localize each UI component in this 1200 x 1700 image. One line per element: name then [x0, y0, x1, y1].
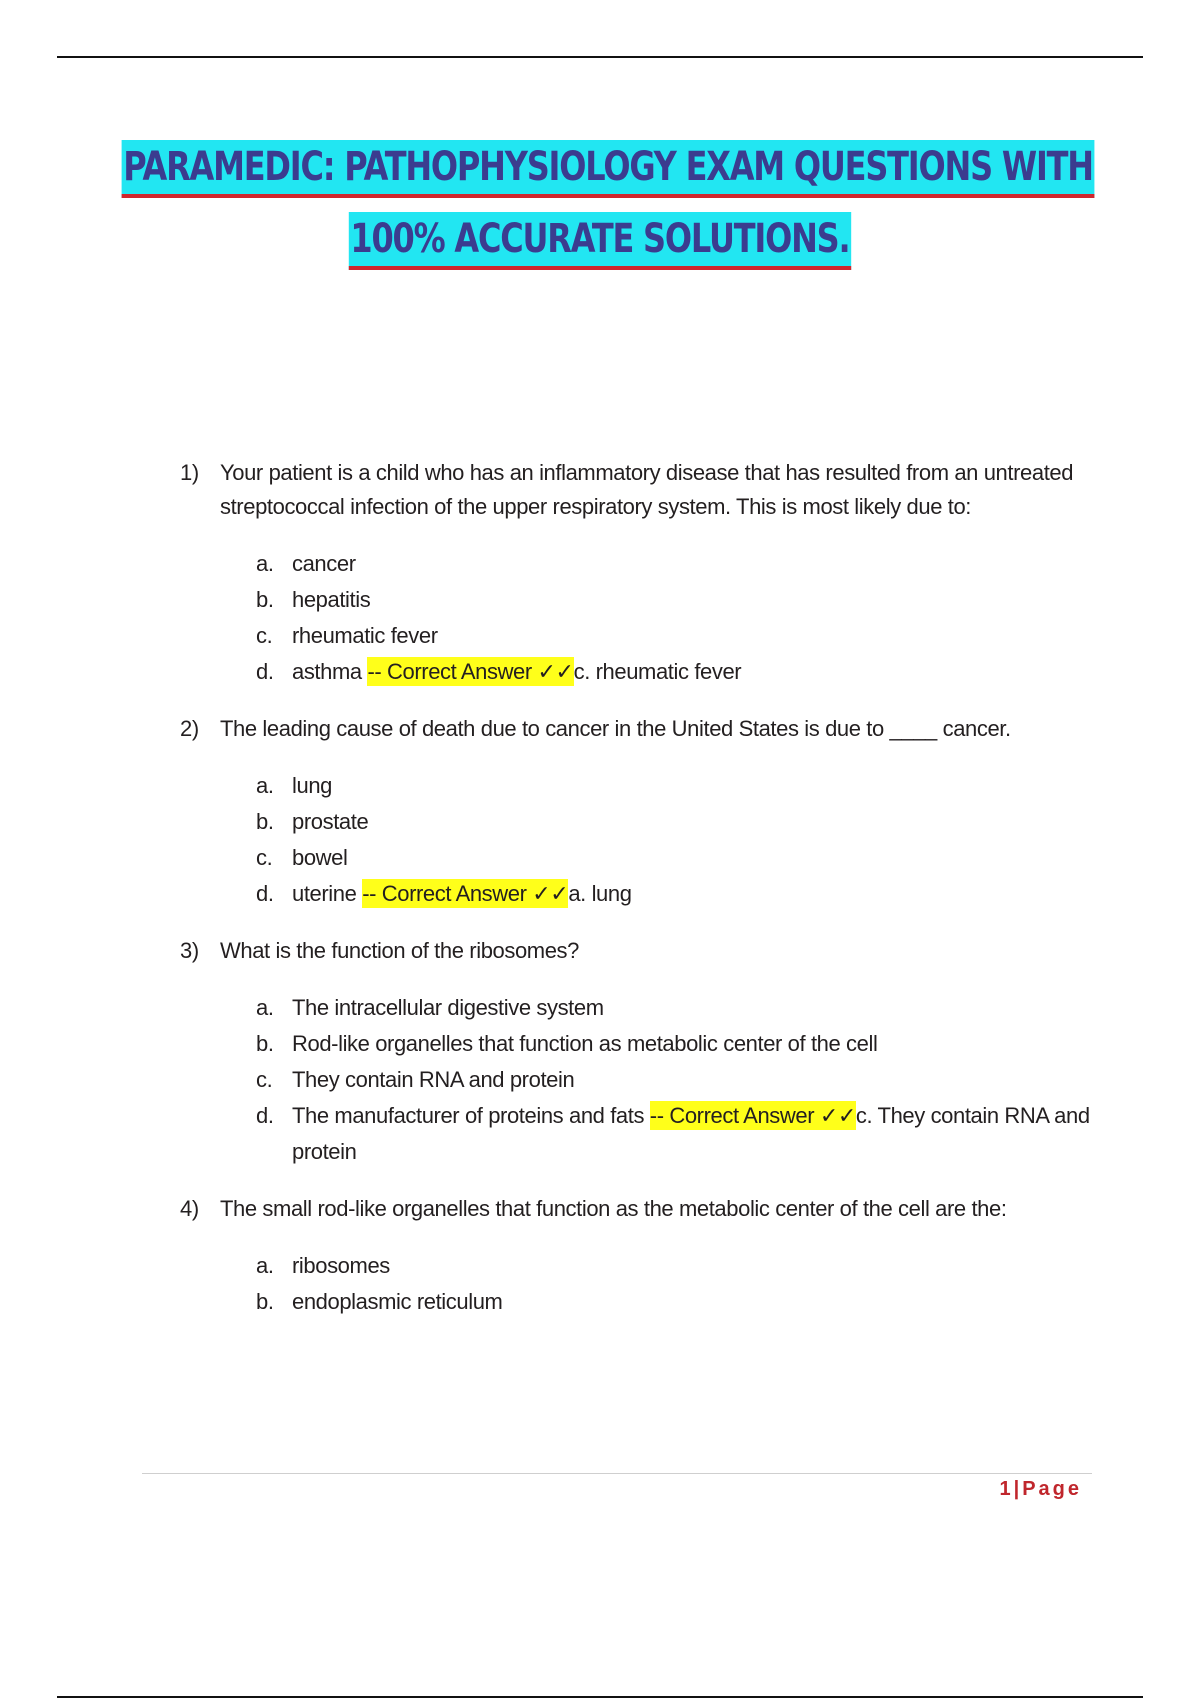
option-text: uterine: [292, 881, 357, 906]
option-letter: b.: [256, 587, 274, 612]
option-text: Rod-like organelles that function as metabolic center of the cell: [292, 1031, 878, 1056]
option-text: endoplasmic reticulum: [292, 1289, 503, 1314]
option-c: [256, 840, 1100, 876]
question-text: The small rod-like organelles that function as the metabolic center of the cell are the:: [220, 1196, 1007, 1221]
option-text: prostate: [292, 809, 369, 834]
option-letter: c.: [256, 623, 273, 648]
option-letter: a.: [256, 1253, 274, 1278]
page-number: 1|Page: [999, 1478, 1082, 1500]
question-text: Your patient is a child who has an inflammatory disease that has resulted from an untreated streptococcal infection of the upper respiratory system. This is most likely due to:: [220, 460, 1074, 519]
option-a: [256, 1248, 1100, 1284]
option-text: hepatitis: [292, 587, 371, 612]
option-c: [256, 1062, 1100, 1098]
option-list: [220, 546, 1100, 690]
option-text: cancer: [292, 551, 356, 576]
correct-answer-value: a. lung: [568, 881, 632, 906]
question-text: What is the function of the ribosomes?: [220, 938, 579, 963]
option-text: ribosomes: [292, 1253, 390, 1278]
option-b: [256, 1284, 1100, 1320]
option-letter: c.: [256, 1067, 273, 1092]
option-b: [256, 582, 1100, 618]
option-text: The intracellular digestive system: [292, 995, 604, 1020]
option-text: They contain RNA and protein: [292, 1067, 575, 1092]
correct-answer-label: -- Correct Answer ✓✓: [367, 659, 574, 684]
option-text: bowel: [292, 845, 348, 870]
option-d: [256, 876, 1100, 912]
question-number: 2): [180, 716, 199, 741]
question-1: [180, 456, 1100, 690]
option-letter: d.: [256, 659, 274, 684]
option-d: [256, 654, 1100, 690]
option-letter: a.: [256, 773, 274, 798]
option-list: [220, 990, 1100, 1170]
question-number: 3): [180, 938, 199, 963]
top-rule: [57, 56, 1143, 58]
option-list: [220, 768, 1100, 912]
document-title: [0, 140, 1200, 270]
question-2: [180, 712, 1100, 912]
option-a: [256, 990, 1100, 1026]
option-letter: b.: [256, 1289, 274, 1314]
option-list: [220, 1248, 1100, 1320]
option-b: [256, 1026, 1100, 1062]
option-letter: a.: [256, 551, 274, 576]
option-d: [256, 1098, 1100, 1170]
option-text: rheumatic fever: [292, 623, 438, 648]
option-b: [256, 804, 1100, 840]
title-line-1: PARAMEDIC: PATHOPHYSIOLOGY EXAM QUESTIONS WITH: [122, 140, 1095, 198]
bottom-rule: [57, 1696, 1143, 1698]
option-c: [256, 618, 1100, 654]
question-text: The leading cause of death due to cancer in the United States is due to ____ cancer.: [220, 716, 1011, 741]
correct-answer-value: c. They contain RNA and protein: [292, 1103, 1090, 1164]
option-text: lung: [292, 773, 332, 798]
footer-rule: [142, 1473, 1092, 1474]
question-3: [180, 934, 1100, 1170]
option-text: asthma: [292, 659, 362, 684]
question-number: 1): [180, 460, 199, 485]
option-letter: c.: [256, 845, 273, 870]
correct-answer-value: c. rheumatic fever: [573, 659, 742, 684]
correct-answer-label: -- Correct Answer ✓✓: [649, 1103, 856, 1128]
question-list: [180, 456, 1100, 1342]
option-text: The manufacturer of proteins and fats: [292, 1103, 645, 1128]
correct-answer-label: -- Correct Answer ✓✓: [362, 881, 569, 906]
option-a: [256, 768, 1100, 804]
option-a: [256, 546, 1100, 582]
option-letter: b.: [256, 1031, 274, 1056]
option-letter: d.: [256, 1103, 274, 1128]
option-letter: a.: [256, 995, 274, 1020]
question-4: [180, 1192, 1100, 1320]
option-letter: d.: [256, 881, 274, 906]
question-number: 4): [180, 1196, 199, 1221]
title-line-2: 100% ACCURATE SOLUTIONS.: [349, 212, 851, 270]
option-letter: b.: [256, 809, 274, 834]
